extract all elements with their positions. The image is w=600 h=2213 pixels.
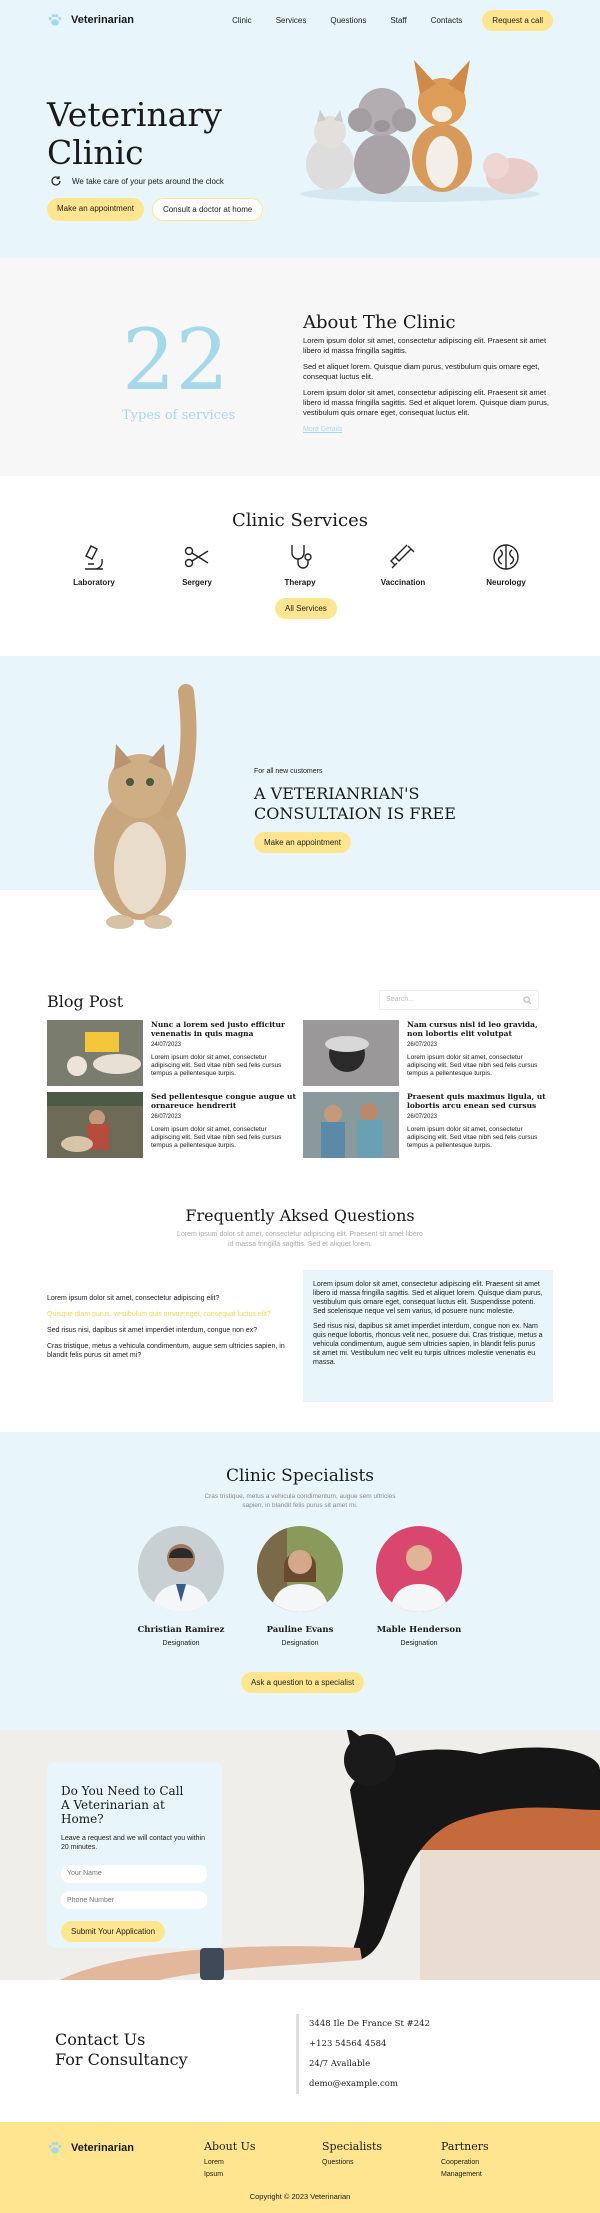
stethoscope-icon <box>285 542 315 572</box>
home-visit-text: Leave a request and we will contact you within 20 minutes. <box>61 1835 205 1851</box>
post-date: 26/07/2023 <box>151 1114 182 1120</box>
avatar <box>138 1526 224 1612</box>
contact-phone[interactable]: +123 54564 4584 <box>309 2039 387 2049</box>
promo-section <box>0 656 600 890</box>
specialist-name: Pauline Evans <box>266 1625 334 1635</box>
post-excerpt: Lorem ipsum dolor sit amet, consectetur adipiscing elit. Sed vitae nibh sed felis cursus tempus a pellentesque turpis. <box>151 1054 282 1077</box>
nav-clinic[interactable]: Clinic <box>232 15 252 25</box>
avatar <box>376 1526 462 1612</box>
footer-link[interactable]: Questions <box>322 2159 354 2166</box>
pets-image <box>290 54 550 204</box>
ask-specialist-button[interactable]: Ask a question to a specialist <box>241 1672 364 1693</box>
about-paragraph: Lorem ipsum dolor sit amet, consectetur adipiscing elit. Praesent sit amet libero id massa fringilla sagittis. Sed et aliquet lorem. Quisque diam purus, vestibulum quis ornare eget, consequat luctus elit. <box>303 388 549 417</box>
home-visit-section <box>0 1730 600 1980</box>
blog-post[interactable] <box>303 1092 553 1158</box>
specialist-name: Mable Henderson <box>376 1625 462 1635</box>
clock-refresh-icon <box>50 175 62 187</box>
post-date: 26/07/2023 <box>407 1042 438 1048</box>
about-heading: About The Clinic <box>303 312 456 333</box>
footer-link[interactable]: Ipsum <box>204 2171 224 2178</box>
blog-post[interactable] <box>47 1020 297 1086</box>
about-paragraph: Lorem ipsum dolor sit amet, consectetur adipiscing elit. Praesent sit amet libero id massa fringilla sagittis. <box>303 336 547 355</box>
nav-staff[interactable]: Staff <box>390 15 407 25</box>
services-section <box>0 476 600 656</box>
service-neurology[interactable] <box>461 542 551 587</box>
post-excerpt: Lorem ipsum dolor sit amet, consectetur adipiscing elit. Sed vitae nibh sed felis cursus tempus a pellentesque turpis. <box>407 1126 538 1149</box>
footer-column-specialists <box>322 2140 382 2169</box>
post-excerpt: Lorem ipsum dolor sit amet, consectetur adipiscing elit. Sed vitae nibh sed felis cursus tempus a pellentesque turpis. <box>407 1054 538 1077</box>
search-box[interactable] <box>379 990 539 1010</box>
service-laboratory[interactable] <box>49 542 139 587</box>
search-placeholder: Search... <box>386 996 415 1003</box>
brand-name: Veterinarian <box>71 14 134 26</box>
hero-tagline-text: We take care of your pets around the clock <box>72 176 224 186</box>
post-date: 26/07/2023 <box>407 1114 438 1120</box>
specialist-role: Designation <box>162 1640 200 1647</box>
blog-section <box>0 960 600 1160</box>
scissors-icon <box>182 542 212 572</box>
service-label: Sergery <box>182 578 212 587</box>
specialist-role: Designation <box>400 1640 438 1647</box>
nav-questions[interactable]: Questions <box>330 15 367 25</box>
main-nav <box>232 16 462 25</box>
faq-section <box>0 1190 600 1430</box>
post-thumbnail <box>303 1020 399 1086</box>
contact-section <box>0 1980 600 2122</box>
specialist-card[interactable] <box>250 1526 350 1647</box>
footer-column-partners <box>441 2140 489 2181</box>
home-visit-title: Do You Need to Call A Veterinarian at Home? <box>61 1784 184 1826</box>
service-vaccination[interactable] <box>358 542 448 587</box>
search-icon[interactable] <box>523 996 532 1005</box>
blog-heading: Blog Post <box>47 992 124 1011</box>
specialists-subtitle: Cras tristique, metus a vehicula condimentum, augue sem ultricies sapien, in blandit felis purus sit amet mi. <box>204 1493 396 1509</box>
consult-home-button[interactable]: Consult a doctor at home <box>152 198 263 221</box>
brand-logo[interactable] <box>47 12 134 28</box>
post-date: 24/07/2023 <box>151 1042 182 1048</box>
hero-title: Veterinary Clinic <box>47 95 222 172</box>
service-label: Therapy <box>284 578 316 587</box>
post-excerpt: Lorem ipsum dolor sit amet, consectetur adipiscing elit. Sed vitae nibh sed felis cursus tempus a pellentesque turpis. <box>151 1126 282 1149</box>
faq-question[interactable]: Sed risus nisi, dapibus sit amet imperdiet interdum, congue non ex? <box>47 1327 258 1334</box>
faq-question[interactable]: Cras tristique, metus a vehicula condimentum, augue sem ultricies sapien, in blandit felis purus sit amet mi? <box>47 1343 285 1359</box>
post-thumbnail <box>303 1092 399 1158</box>
avatar <box>257 1526 343 1612</box>
footer-brand-logo[interactable] <box>47 2140 134 2156</box>
post-title[interactable]: Nunc a lorem sed justo efficitur venenatis in quis magna <box>151 1020 285 1038</box>
request-call-button[interactable]: Request a call <box>482 10 553 31</box>
blog-post[interactable] <box>47 1092 297 1158</box>
site-footer <box>0 2122 600 2213</box>
services-count-label: Types of services <box>122 408 236 423</box>
footer-column-title: About Us <box>204 2140 256 2153</box>
service-label: Laboratory <box>73 578 115 587</box>
services-count: 22 <box>122 311 229 409</box>
paw-icon <box>47 12 63 28</box>
post-title[interactable]: Nam cursus nisl id leo gravida, non lobortis elit volutpat <box>407 1020 538 1038</box>
specialist-card[interactable] <box>369 1526 469 1647</box>
service-therapy[interactable] <box>255 542 345 587</box>
syringe-icon <box>388 542 418 572</box>
footer-column-about <box>204 2140 256 2181</box>
contact-heading: Contact Us For Consultancy <box>55 2030 188 2069</box>
specialists-heading: Clinic Specialists <box>225 1466 375 1486</box>
footer-column-title: Specialists <box>322 2140 383 2153</box>
specialists-section <box>0 1432 600 1730</box>
home-visit-form <box>47 1762 222 1948</box>
nav-contacts[interactable]: Contacts <box>430 15 463 25</box>
submit-application-button[interactable]: Submit Your Application <box>61 1921 165 1942</box>
faq-answer: Lorem ipsum dolor sit amet, consectetur adipiscing elit. Praesent sit amet libero id massa fringilla sagittis. Sed et aliquet lorem. Quisque diam purus, vestibulum quis ornare eget, consequat luctus elit. Suspendisse potenti. Sed scelerisque neque vel sem varius, id posuere nunc molestie. <box>313 1281 543 1315</box>
promo-appointment-button[interactable]: Make an appointment <box>254 832 351 853</box>
contact-hours: 24/7 Available <box>309 2059 371 2069</box>
site-header <box>0 0 600 40</box>
copyright: Copyright © 2023 Veterinarian <box>249 2192 351 2201</box>
contact-info <box>296 2014 430 2094</box>
phone-input[interactable] <box>61 1891 207 1909</box>
specialist-role: Designation <box>281 1640 319 1647</box>
post-thumbnail <box>47 1092 143 1158</box>
kitten-image <box>70 682 220 936</box>
promo-kicker: For all new customers <box>254 768 323 775</box>
footer-link[interactable]: Management <box>441 2171 482 2178</box>
service-surgery[interactable] <box>152 542 242 587</box>
footer-brand-name: Veterinarian <box>71 2142 134 2154</box>
footer-link[interactable]: Cooperation <box>441 2159 480 2166</box>
faq-answer-panel <box>303 1270 553 1402</box>
footer-link[interactable]: Lorem <box>204 2159 224 2166</box>
nav-services[interactable]: Services <box>275 15 307 25</box>
service-label: Neurology <box>486 578 526 587</box>
contact-address: 3448 Ile De France St #242 <box>309 2019 430 2029</box>
about-section <box>0 258 600 476</box>
specialist-card[interactable] <box>131 1526 231 1647</box>
all-services-button[interactable]: All Services <box>275 598 337 619</box>
blog-post[interactable] <box>303 1020 553 1086</box>
specialist-name: Christian Ramirez <box>137 1625 225 1635</box>
service-label: Vaccination <box>380 578 426 587</box>
name-input[interactable] <box>61 1865 207 1883</box>
faq-question[interactable]: Lorem ipsum dolor sit amet, consectetur adipiscing elit? <box>47 1295 220 1302</box>
post-thumbnail <box>47 1020 143 1086</box>
promo-heading: A VETERIANRIAN'S CONSULTAION IS FREE <box>254 784 456 823</box>
paw-icon <box>47 2140 63 2156</box>
faq-question-active[interactable]: Quisque diam purus, vestibulum quis ornare eget, consequat luctus elit? <box>47 1311 271 1318</box>
more-details-link[interactable]: More Details <box>303 426 343 433</box>
footer-column-title: Partners <box>441 2140 489 2153</box>
make-appointment-button[interactable]: Make an appointment <box>47 198 144 221</box>
brain-icon <box>491 542 521 572</box>
hero-tagline <box>50 175 224 187</box>
services-heading: Clinic Services <box>232 510 368 531</box>
faq-heading: Frequently Aksed Questions <box>185 1206 415 1225</box>
post-title[interactable]: Praesent quis maximus ligula, ut lobortis arcu enean sed cursus <box>407 1092 546 1110</box>
faq-subtitle: Lorem ipsum dolor sit amet, consectetur adipiscing elit. Praesent sit amet libero id massa fringilla sagittis. Sed et aliquet lorem. <box>177 1231 423 1248</box>
post-title[interactable]: Sed pellentesque congue augue ut ornareuce hendrerit <box>151 1092 296 1110</box>
microscope-icon <box>79 542 109 572</box>
contact-email[interactable]: demo@example.com <box>309 2079 398 2089</box>
about-paragraph: Sed et aliquet lorem. Quisque diam purus, vestibulum quis ornare eget, consequat luctus elit. <box>303 362 540 381</box>
faq-answer: Sed risus nisi, dapibus sit amet imperdiet interdum, congue non ex. Nam quis neque lobortis, rhoncus velit nec, posuere dui. Cras tristique, metus a vehicula condimentum, augue sem ultricies sapien, in blandit felis purus sit amet mi. Vestibulum nec velit eu turpis ultrices molestie venenatis eu massa. <box>313 1323 543 1366</box>
